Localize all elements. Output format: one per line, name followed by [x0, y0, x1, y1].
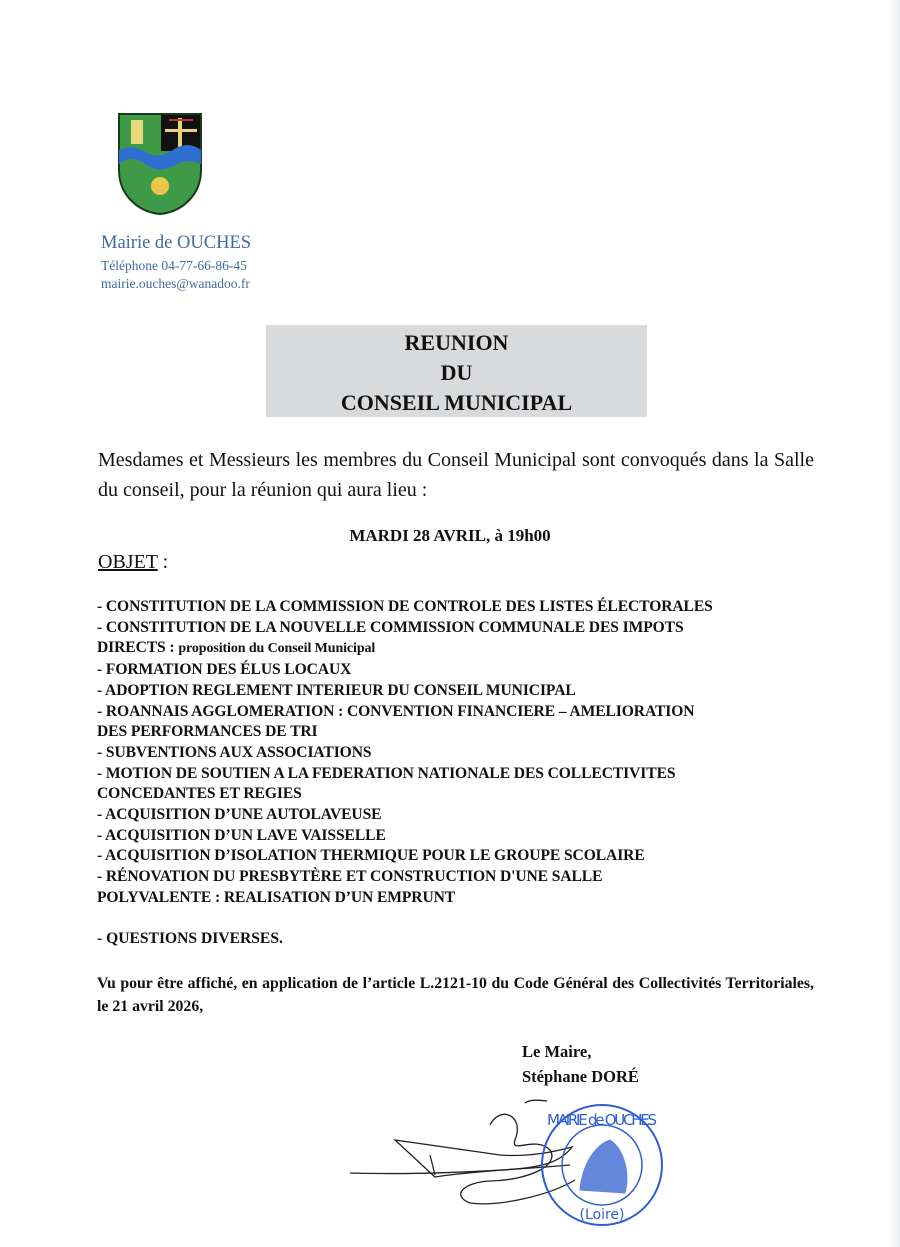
mairie-stamp [542, 1105, 662, 1225]
signatory-name: Stéphane DORÉ [522, 1067, 639, 1086]
signature-and-stamp [340, 1095, 670, 1245]
list-item: - CONSTITUTION DE LA NOUVELLE COMMISSION COMMUNALE DES IMPOTS [97, 618, 684, 636]
agenda-list [97, 597, 713, 909]
list-item [97, 638, 713, 660]
affichage-notice: Vu pour être affiché, en application de l’article L.2121-10 du Code Général des Collectivités Territoriales, le 21 avril 2026, [97, 975, 814, 1015]
signatory-role: Le Maire, [522, 1042, 592, 1061]
questions-diverses: - QUESTIONS DIVERSES. [97, 930, 283, 947]
list-item: CONCEDANTES ET REGIES [97, 785, 302, 803]
list-item-text: DIRECTS : [97, 639, 179, 657]
handwritten-signature [350, 1100, 575, 1204]
page-edge-shadow [888, 0, 900, 1247]
list-item: - MOTION DE SOUTIEN A LA FEDERATION NATIONALE DES COLLECTIVITES [97, 764, 676, 782]
list-item: DES PERFORMANCES DE TRI [97, 723, 318, 741]
list-item: - ACQUISITION D’UNE AUTOLAVEUSE [97, 806, 382, 824]
document-title [266, 325, 647, 417]
stamp-text-top: MAIRIE de OUCHES [547, 1111, 657, 1129]
list-item: - SUBVENTIONS AUX ASSOCIATIONS [97, 743, 372, 761]
objet-heading [98, 551, 168, 574]
coat-of-arms-logo [117, 112, 203, 216]
mairie-phone: Téléphone 04-77-66-86-45 [101, 258, 247, 273]
list-item: - ACQUISITION D’UN LAVE VAISSELLE [97, 826, 386, 844]
stamp-text-bottom: (Loire) [579, 1207, 625, 1223]
list-item: - ADOPTION REGLEMENT INTERIEUR DU CONSEIL MUNICIPAL [97, 681, 576, 699]
title-line: REUNION [404, 330, 509, 355]
list-item: - ROANNAIS AGGLOMERATION : CONVENTION FINANCIERE – AMELIORATION [97, 702, 695, 720]
list-item: - CONSTITUTION DE LA COMMISSION DE CONTROLE DES LISTES ÉLECTORALES [97, 598, 713, 615]
list-item: - FORMATION DES ÉLUS LOCAUX [97, 661, 352, 679]
objet-colon: : [157, 551, 169, 573]
mairie-name: Mairie de OUCHES [101, 233, 252, 253]
intro-paragraph: Mesdames et Messieurs les membres du Conseil Municipal sont convoqués dans la Salle du conseil, pour la réunion qui aura lieu : [98, 449, 814, 501]
title-line: DU [440, 360, 473, 385]
list-item-subtext: proposition du Conseil Municipal [178, 641, 376, 657]
title-line: CONSEIL MUNICIPAL [340, 390, 573, 415]
list-item: POLYVALENTE : REALISATION D’UN EMPRUNT [97, 888, 456, 906]
list-item: - ACQUISITION D’ISOLATION THERMIQUE POUR LE GROUPE SCOLAIRE [97, 847, 645, 865]
mairie-email: mairie.ouches@wanadoo.fr [101, 276, 250, 291]
list-item: - RÉNOVATION DU PRESBYTÈRE ET CONSTRUCTION D'UNE SALLE [97, 868, 603, 886]
objet-label: OBJET [98, 551, 158, 573]
meeting-date: MARDI 28 AVRIL, à 19h00 [349, 526, 551, 545]
